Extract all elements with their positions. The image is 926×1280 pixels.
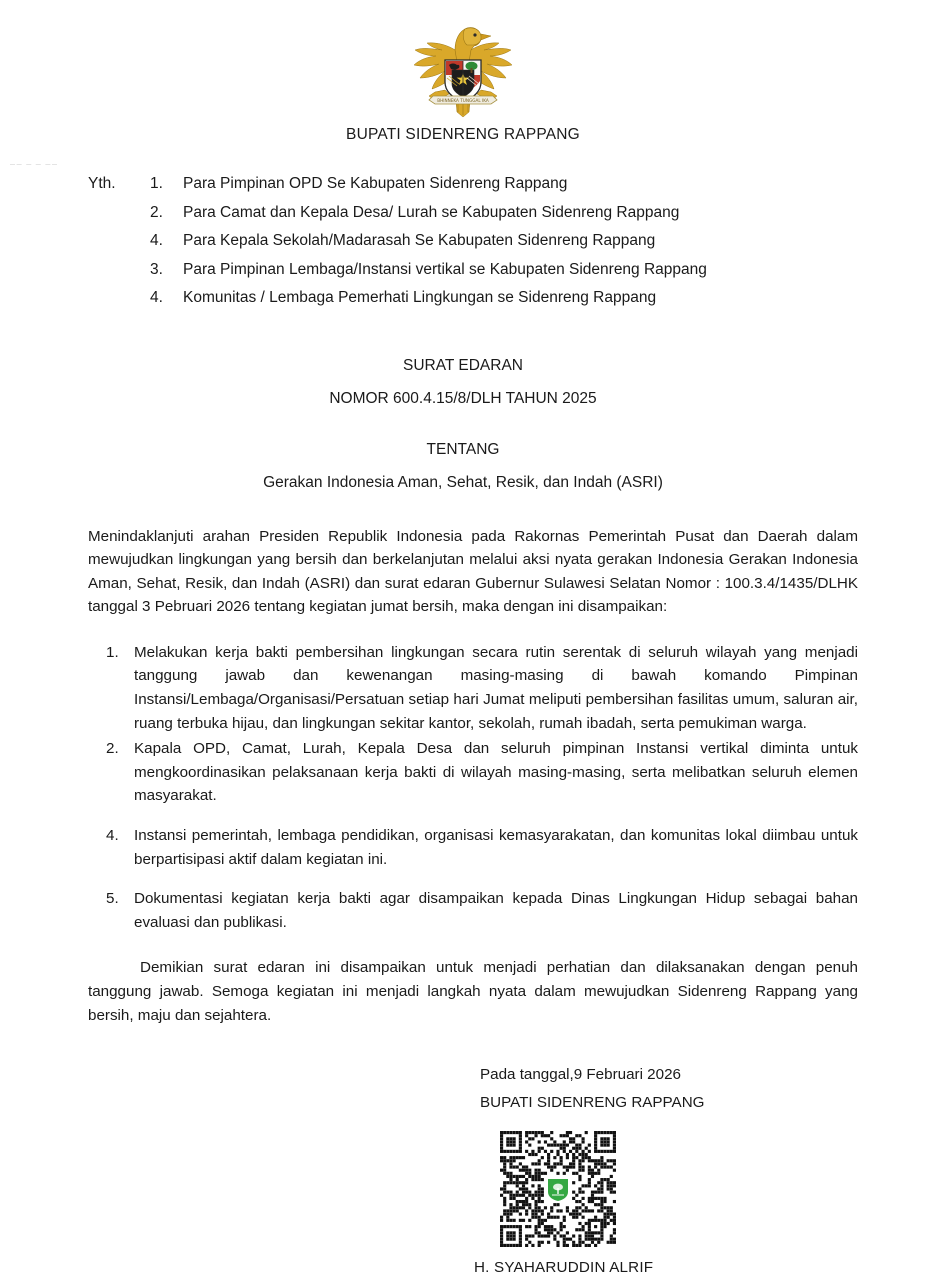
list-item-label: Para Kepala Sekolah/Madarasah Se Kabupaten Sidenreng Rappang [183, 232, 656, 249]
opening-paragraph: Menindaklanjuti arahan Presiden Republik Indonesia pada Rakornas Pemerintah Pusat dan Daerah dalam mewujudkan lingkungan yang bersih dan berkelanjutan melalui aksi nyata gerakan Indonesia Gerakan Indonesia Aman, Sehat, Resik, dan Indah (ASRI) dan surat edaran Gubernur Sulawesi Selatan Nomor : 100.3.4/1435/DLHK tanggal 3 Pebruari 2026 tentang kegiatan jumat bersih, maka dengan ini disampaikan: [88, 527, 858, 616]
list-item-number: 4. [150, 289, 163, 306]
list-item-number: 3. [150, 260, 163, 278]
list-item [106, 737, 858, 808]
document-subject: Gerakan Indonesia Aman, Sehat, Resik, dan Indah (ASRI) [263, 473, 663, 491]
signature-office: BUPATI SIDENRENG RAPPANG [480, 1094, 705, 1112]
numbered-points-list [88, 641, 858, 935]
list-item [106, 887, 858, 934]
signer-name: H. SYAHARUDDIN ALRIF [474, 1259, 654, 1277]
list-item [106, 824, 858, 871]
title-spacer [0, 415, 926, 433]
list-item [150, 227, 866, 256]
signature-block [0, 1061, 926, 1117]
list-item-number: 4. [106, 827, 119, 845]
recipients-block [0, 170, 926, 313]
list-item-text: Melakukan kerja bakti pembersihan lingkungan secara rutin serentak di seluruh wilayah yang menjadi tanggung jawab dan kewenangan masing-masing di bawah komando Pimpinan Instansi/Lembaga/Organisasi/Persatuan setiap hari Jumat meliputi pembersihan fasilitas umum, saluran air, ruang terbuka hijau, dan lingkungan sekitar kantor, sekolah, rumah ibadah, serta pemukiman warga. [134, 643, 858, 732]
list-item-number: 2. [150, 203, 163, 221]
list-item-number: 1. [106, 643, 119, 661]
list-item-label: Para Pimpinan Lembaga/Instansi vertikal se Kabupaten Sidenreng Rappang [183, 260, 707, 278]
qr-code-container [0, 1131, 926, 1247]
list-item [150, 256, 866, 285]
list-item [106, 641, 858, 735]
page-title: BUPATI SIDENRENG RAPPANG [346, 126, 580, 143]
svg-text:BHINNEKA TUNGGAL IKA: BHINNEKA TUNGGAL IKA [437, 98, 489, 103]
document-body [0, 525, 926, 1028]
garuda-pancasila-emblem [411, 20, 515, 120]
list-item-text: Instansi pemerintah, lembaga pendidikan, organisasi kemasyarakatan, dan komunitas lokal diimbau untuk berpartisipasi aktif dalam kegiatan ini. [134, 827, 858, 868]
document-header [0, 0, 926, 144]
recipients-label: Yth. [88, 175, 116, 192]
closing-paragraph: Demikian surat edaran ini disampaikan untuk menjadi perhatian dan dilaksanakan dengan penuh tanggung jawab. Semoga kegiatan ini menjadi langkah nyata dalam mewujudkan Sidenreng Rappang yang bersih, maju dan sejahtera. [88, 959, 858, 1024]
signature-date: Pada tanggal,9 Februari 2026 [480, 1066, 681, 1084]
about-label: TENTANG [426, 440, 500, 458]
recipients-list [150, 170, 866, 313]
list-item-number: 1. [150, 175, 163, 192]
margin-annotation-mark: —— — — —— [10, 162, 59, 168]
list-item-text: Dokumentasi kegiatan kerja bakti agar disampaikan kepada Dinas Lingkungan Hidup sebagai bahan evaluasi dan publikasi. [134, 890, 858, 931]
list-item-label: Komunitas / Lembaga Pemerhati Lingkungan se Sidenreng Rappang [183, 289, 657, 306]
document-title-block [0, 349, 926, 499]
list-item-number: 5. [106, 890, 119, 908]
document-number: NOMOR 600.4.15/8/DLH TAHUN 2025 [329, 389, 597, 407]
list-item-label: Para Camat dan Kepala Desa/ Lurah se Kabupaten Sidenreng Rappang [183, 203, 680, 221]
document-type: SURAT EDARAN [402, 356, 523, 374]
list-item [150, 170, 866, 199]
green-shield-logo [545, 1176, 571, 1202]
list-item [150, 199, 866, 228]
list-item-number: 4. [150, 232, 163, 249]
list-item-number: 2. [106, 740, 119, 758]
list-item-text: Kapala OPD, Camat, Lurah, Kepala Desa dan seluruh pimpinan Instansi vertikal diminta untuk mengkoordinasikan pelaksanaan kerja bakti di wilayah masing-masing, serta melibatkan seluruh elemen masyarakat. [134, 740, 858, 805]
emblem-container [0, 18, 926, 120]
list-item-label: Para Pimpinan OPD Se Kabupaten Sidenreng Rappang [183, 175, 568, 192]
list-item [150, 284, 866, 313]
qr-code-digital-signature[interactable] [500, 1131, 616, 1247]
